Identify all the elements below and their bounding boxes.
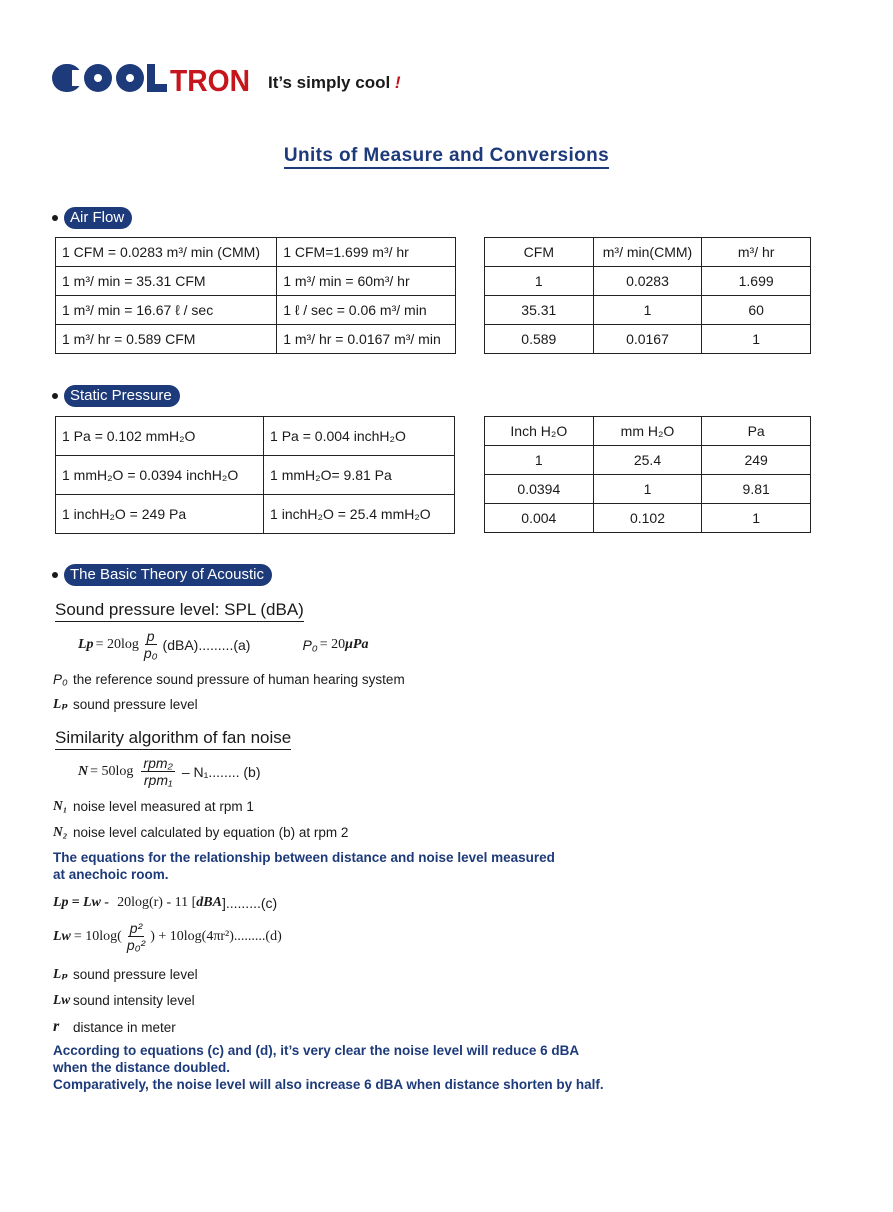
table-row: 1 m³/ min = 35.31 CFM 1 m³/ min = 60m³/ hr xyxy=(56,267,456,296)
table-row: 1 CFM = 0.0283 m³/ min (CMM) 1 CFM=1.699 m³/ hr xyxy=(56,238,456,267)
svg-text:TRON: TRON xyxy=(170,63,250,96)
table-row: 1 m³/ hr = 0.589 CFM 1 m³/ hr = 0.0167 m³/ min xyxy=(56,325,456,354)
table-header-row: CFM m³/ min(CMM) m³/ hr xyxy=(485,238,811,267)
equation-d: Lw = 10log( $\frac{\text{p²}}{\text{p₀²}}$ ) + 10log(4πr²).........(d) xyxy=(53,920,282,953)
pressure-section-heading: Static Pressure xyxy=(52,385,180,407)
equation-a: Lp = 20log $\frac{p}{\text{p₀}}$ (dBA).........(a) P₀ = 20 μPa xyxy=(78,628,369,661)
table-row: 1 mmH₂O = 0.0394 inchH₂O 1 mmH₂O= 9.81 Pa xyxy=(56,456,455,495)
table-row: 1 25.4 249 xyxy=(485,446,811,475)
table-row: 0.0394 1 9.81 xyxy=(485,475,811,504)
table-row: 1 0.0283 1.699 xyxy=(485,267,811,296)
distance-note: The equations for the relationship between distance and noise level measured at anechoic room. xyxy=(53,850,555,882)
equation-b: N = 50log $\frac{\text{rpm₂}}{\text{rpm₁}}$ – N₁........ (b) xyxy=(78,755,261,788)
similarity-subheading: Similarity algorithm of fan noise xyxy=(55,728,291,750)
pressure-conversion-table xyxy=(55,416,455,534)
bullet-icon xyxy=(52,393,58,399)
conclusion-note: According to equations (c) and (d), it’s very clear the noise level will reduce 6 dBA when the distance doubled. Comparatively, the noise level will also increase 6 dBA when distance shorten by half. xyxy=(53,1043,604,1092)
n2-definition: N₂ noise level calculated by equation (b) at rpm 2 xyxy=(53,824,349,840)
bullet-icon xyxy=(52,215,58,221)
spl-subheading: Sound pressure level: SPL (dBA) xyxy=(55,600,304,622)
acoustic-section-heading: The Basic Theory of Acoustic xyxy=(52,564,272,586)
p0-definition: P₀ the reference sound pressure of human hearing system xyxy=(53,672,405,687)
r-definition: r distance in meter xyxy=(53,1018,176,1035)
table-header-row: Inch H₂O mm H₂O Pa xyxy=(485,417,811,446)
airflow-conversion-table xyxy=(55,237,456,354)
tagline-mark: ! xyxy=(394,73,401,92)
table-row: 1 Pa = 0.102 mmH₂O 1 Pa = 0.004 inchH₂O xyxy=(56,417,455,456)
cooltron-logo xyxy=(52,60,252,96)
n1-definition: N₁ noise level measured at rpm 1 xyxy=(53,798,254,814)
lp-definition-2: Lₚ sound pressure level xyxy=(53,966,198,982)
lp-definition: Lₚ sound pressure level xyxy=(53,696,198,712)
airflow-section-heading: Air Flow xyxy=(52,207,132,229)
table-row: 0.004 0.102 1 xyxy=(485,504,811,533)
pressure-matrix-table xyxy=(484,416,811,533)
page-title: Units of Measure and Conversions xyxy=(0,145,893,167)
tagline: It’s simply cool ! xyxy=(268,73,401,92)
table-row: 35.31 1 60 xyxy=(485,296,811,325)
equation-c: Lp = Lw - 20log(r) - 11 [ dBA ].........(c) xyxy=(53,895,278,911)
airflow-matrix-table xyxy=(484,237,811,354)
table-row: 1 inchH₂O = 249 Pa 1 inchH₂O = 25.4 mmH₂O xyxy=(56,495,455,534)
lw-definition: Lw sound intensity level xyxy=(53,992,195,1008)
table-row: 1 m³/ min = 16.67 ℓ / sec 1 ℓ / sec = 0.06 m³/ min xyxy=(56,296,456,325)
table-row: 0.589 0.0167 1 xyxy=(485,325,811,354)
bullet-icon xyxy=(52,572,58,578)
